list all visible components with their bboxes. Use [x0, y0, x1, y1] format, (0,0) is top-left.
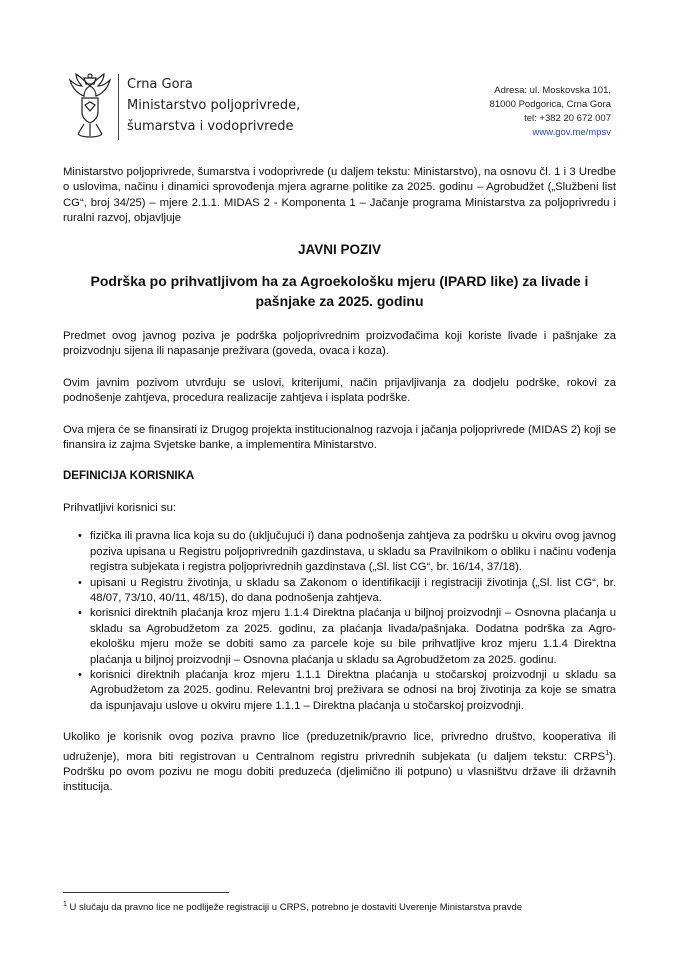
list-item: • fizička ili pravna lica koja su do (uključujući i) dana podnošenja zahtjeva za podršku u okviru ovog javnog poziva upisana u Registru poljoprivrednih gazdinstava, u skladu sa Pravilnikom o obliku i načinu vođenja registra subjekata i registra poljoprivrednih gazdinstava („Sl. list CG“, br. 16/14, 37/18). — [82, 529, 616, 575]
document-subtitle: Podrška po prihvatljivom ha za Agroekološku mjeru (IPARD like) za livade i pašnjake za 2025. godinu — [90, 273, 589, 310]
montenegro-coat-of-arms-icon — [68, 72, 112, 142]
ministry-line: Ministarstvo poljoprivrede, — [127, 98, 301, 113]
footnote-divider — [63, 892, 229, 893]
document-title: JAVNI POZIV — [297, 241, 382, 257]
footnote-text: U slučaju da pravno lice ne podliježe registraciji u CRPS, potrebno je dostaviti Uverenje Ministarstva pravde — [66, 902, 523, 914]
eligible-list — [63, 529, 616, 714]
footnote-number: 1 — [63, 901, 67, 908]
eligible-intro: Prihvatljivi korisnici su: — [63, 501, 176, 514]
closing-text: ). Podršku po ovom pozivu ne mogu dobiti preduzeća (djelimično ili potpuno) u vlasništvu države ili državnih institucija. — [63, 750, 616, 794]
closing-paragraph — [63, 730, 616, 795]
list-item: • korisnici direktnih plaćanja kroz mjeru 1.1.4 Direktna plaćanja u biljnoj proizvodnji – Osnovna plaćanja u skladu sa Agrobudžetom za 2025. godinu, za plaćanja livada/pašnjaka. Dodatna podrška za Agro-ekološku mjeru može se dobiti samo za parcele koje su bile prihvatljive kroz mjeru 1.1.4 Direktna plaćanja u biljnoj proizvodnji – Osnovna plaćanja u skladu sa Agrobudžetom za 2025. godinu. — [82, 606, 616, 668]
paragraph: Ova mjera će se finansirati iz Drugog projekta institucionalnog razvoja i jačanja poljoprivrede (MIDAS 2) koji se finansira iz zajma Svjetske banke, a implementira Ministarstvo. — [63, 423, 616, 452]
address-line: Adresa: ul. Moskovska 101, — [494, 85, 611, 96]
footnote-ref[interactable]: 1 — [605, 749, 610, 757]
intro-paragraph: Ministarstvo poljoprivrede, šumarstva i vodoprivrede (u daljem tekstu: Ministarstvo), na osnovu čl. 1 i 3 Uredbe o uslovima, načinu i dinamici sprovođenja mjera agrarne politike za 2025. godinu – Agrobudžet („Službeni list CG“, broj 34/25) – mjere 2.1.1. MIDAS 2 - Komponenta 1 – Jačanje programa Ministarstva za poljoprivredu i ruralni razvoj, objavljuje — [63, 166, 616, 225]
paragraph: Ovim javnim pozivom utvrđuju se uslovi, kriterijumi, način prijavljivanja za dodjelu podrške, rokovi za podnošenje zahtjeva, procedura realizacije zahtjeva i isplata podrške. — [63, 376, 616, 405]
document-body — [63, 165, 616, 796]
address-line: tel: +382 20 672 007 — [524, 113, 611, 124]
ministry-line: šumarstva i vodoprivrede — [127, 119, 294, 134]
address-line: 81000 Podgorica, Crna Gora — [489, 99, 611, 110]
website-link[interactable]: www.gov.me/mpsv — [532, 127, 611, 138]
ministry-name — [127, 74, 300, 137]
footnote — [63, 898, 623, 914]
closing-text: Ukoliko je korisnik ovog poziva pravno lice (preduzetnik/pravno lice, privredno društvo, kooperativa ili udruženje), mora biti registrovan u Centralnom registru privrednih subjekata (u daljem tekstu: CRPS — [63, 731, 616, 763]
paragraph: Predmet ovog javnog poziva je podrška poljoprivrednim proizvođačima koji koriste livade i pašnjake za proizvodnju sijena ili napasanje preživara (goveda, ovaca i koza). — [63, 330, 616, 358]
list-item: • upisani u Registru životinja, u skladu sa Zakonom o identifikaciji i registraciji životinja („Sl. list CG“, br. 48/07, 73/10, 40/11, 48/15), do dana podnošenja zahtjeva. — [82, 576, 616, 607]
address-block — [490, 84, 611, 140]
list-item: • korisnici direktnih plaćanja kroz mjeru 1.1.1 Direktna plaćanja u stočarskoj proizvodnji u skladu sa Agrobudžetom za 2025. godinu. Relevantni broj preživara se odnosi na broj životinja za koje se smatra da ispunjavaju uslove u okviru mjere 1.1.1 – Direktna plaćanja u stočarskoj proizvodnji. — [82, 668, 616, 714]
ministry-line: Crna Gora — [127, 77, 193, 92]
header-divider — [118, 74, 119, 140]
section-heading: DEFINICIJA KORISNIKA — [63, 470, 195, 483]
